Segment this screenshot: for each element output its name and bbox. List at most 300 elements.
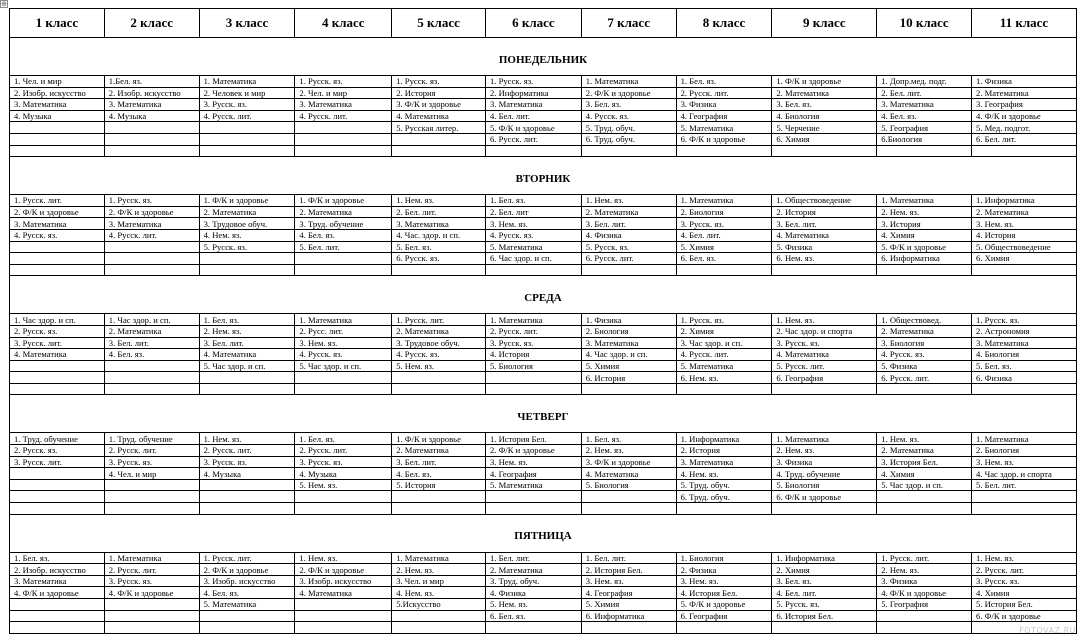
lesson-cell (10, 383, 105, 395)
lesson-cell (485, 145, 581, 157)
lesson-cell (10, 599, 105, 611)
lesson-cell (772, 622, 877, 634)
lesson-cell: 4. Химия (877, 468, 972, 480)
lesson-cell: 4. Математика (392, 110, 486, 122)
lesson-cell (295, 264, 392, 276)
lesson-cell (199, 133, 295, 145)
lesson-cell: 1. Бел. яз. (676, 76, 772, 88)
day-heading-cell (10, 38, 1077, 76)
lesson-cell: 6. Русск. яз. (392, 253, 486, 265)
lesson-cell: 4. Музыка (104, 110, 199, 122)
lesson-cell: 3. Бел. лит. (199, 337, 295, 349)
lesson-cell: 2. Русск. лит. (104, 564, 199, 576)
lesson-cell (104, 264, 199, 276)
lesson-cell: 1. Бел. яз. (10, 552, 105, 564)
lesson-cell: 1. Русск. яз. (392, 76, 486, 88)
lesson-cell (877, 383, 972, 395)
lesson-cell: 3. История Бел. (877, 456, 972, 468)
lesson-row (10, 264, 1077, 276)
lesson-cell: 5. Ф/К и здоровье (485, 122, 581, 134)
lesson-cell: 2. Русск. лит. (295, 445, 392, 457)
lesson-cell: 5. Математика (676, 122, 772, 134)
lesson-cell: 1. Труд. обучение (10, 433, 105, 445)
lesson-cell: 1. Нем. яз. (199, 433, 295, 445)
lesson-cell: 4. Ф/К и здоровье (104, 587, 199, 599)
lesson-row (10, 503, 1077, 515)
lesson-cell: 1. Математика (392, 552, 486, 564)
lesson-cell: 2. Математика (877, 445, 972, 457)
lesson-cell: 2. Математика (972, 206, 1077, 218)
lesson-cell (485, 503, 581, 515)
lesson-cell: 1. Математика (581, 76, 676, 88)
lesson-cell (392, 383, 486, 395)
lesson-cell: 1. Информатика (676, 433, 772, 445)
lesson-cell: 4. Нем. яз. (199, 229, 295, 241)
lesson-cell: 3. Нем. яз. (485, 456, 581, 468)
lesson-cell: 4. История (972, 229, 1077, 241)
lesson-cell: 1. Математика (676, 195, 772, 207)
lesson-cell: 6. Час здор. и сп. (485, 253, 581, 265)
lesson-cell: 2. История (772, 206, 877, 218)
lesson-cell: 3. Математика (104, 218, 199, 230)
lesson-cell (10, 491, 105, 503)
lesson-cell: 4. Химия (877, 229, 972, 241)
lesson-cell (772, 383, 877, 395)
lesson-cell: 3. Труд. обуч. (485, 575, 581, 587)
lesson-cell: 3. Трудовое обуч. (199, 218, 295, 230)
lesson-cell: 4. Бел. яз. (104, 349, 199, 361)
lesson-cell (199, 610, 295, 622)
lesson-cell: 1. Математика (295, 314, 392, 326)
day-heading-cell (10, 276, 1077, 314)
lesson-cell: 1. Нем. яз. (581, 195, 676, 207)
lesson-cell: 3. Нем. яз. (972, 218, 1077, 230)
lesson-cell: 3. Математика (485, 99, 581, 111)
lesson-cell (10, 468, 105, 480)
lesson-cell: 4. Музыка (199, 468, 295, 480)
lesson-cell (392, 372, 486, 384)
day-heading: СРЕДА (524, 291, 562, 304)
lesson-cell: 2. Бел. лит. (877, 87, 972, 99)
lesson-row (10, 133, 1077, 145)
lesson-cell (104, 622, 199, 634)
lesson-cell: 2. Человек и мир (199, 87, 295, 99)
lesson-cell: 5. Биология (581, 479, 676, 491)
lesson-cell (10, 253, 105, 265)
lesson-cell: 3. Труд. обучение (295, 218, 392, 230)
lesson-cell: 5. Нем. яз. (485, 599, 581, 611)
lesson-cell: 3. Математика (972, 337, 1077, 349)
lesson-cell (972, 491, 1077, 503)
lesson-cell (199, 372, 295, 384)
lesson-cell: 1. Русск. яз. (104, 195, 199, 207)
lesson-cell (392, 622, 486, 634)
lesson-cell: 5. Русск. яз. (199, 241, 295, 253)
lesson-cell: 3. Изобр. искусство (295, 575, 392, 587)
lesson-cell: 2. Математика (581, 206, 676, 218)
lesson-row (10, 552, 1077, 564)
lesson-cell: 5. Химия (581, 360, 676, 372)
lesson-cell (676, 622, 772, 634)
lesson-cell: 3. Бел. лит. (772, 218, 877, 230)
lesson-cell: 1. Математика (972, 433, 1077, 445)
lesson-cell: 5. Час здор. и сп. (199, 360, 295, 372)
lesson-cell: 3. Трудовое обуч. (392, 337, 486, 349)
lesson-cell: 6. Ф/К и здоровье (972, 610, 1077, 622)
lesson-cell: 5. Бел. лит. (295, 241, 392, 253)
lesson-cell: 4. География (676, 110, 772, 122)
lesson-cell: 6. География (676, 610, 772, 622)
lesson-cell: 3. Математика (581, 337, 676, 349)
lesson-row (10, 337, 1077, 349)
lesson-row (10, 87, 1077, 99)
lesson-cell (10, 372, 105, 384)
lesson-cell: 6. Информатика (877, 253, 972, 265)
lesson-cell: 5. Математика (485, 241, 581, 253)
lesson-cell (295, 610, 392, 622)
lesson-cell: 2. Час здор. и спорта (772, 325, 877, 337)
lesson-cell: 5. Биология (485, 360, 581, 372)
lesson-cell (485, 491, 581, 503)
lesson-cell (877, 145, 972, 157)
lesson-cell: 1. Обществоведение (772, 195, 877, 207)
lesson-cell: 3. Биология (877, 337, 972, 349)
lesson-cell: 6. Бел. яз. (485, 610, 581, 622)
lesson-cell (676, 264, 772, 276)
lesson-cell: 6.Биология (877, 133, 972, 145)
lesson-cell: 1. Бел. яз. (199, 314, 295, 326)
lesson-row (10, 610, 1077, 622)
class-header: 11 класс (972, 9, 1077, 38)
lesson-cell: 4. Русск. яз. (392, 349, 486, 361)
lesson-cell: 6. Химия (772, 133, 877, 145)
lesson-cell: 3. Русск. лит. (10, 456, 105, 468)
lesson-cell: 2. Изобр. искусство (10, 564, 105, 576)
lesson-cell: 4. Русск. лит. (295, 110, 392, 122)
lesson-cell (104, 503, 199, 515)
lesson-cell (877, 610, 972, 622)
lesson-cell: 2. Ф/К и здоровье (104, 206, 199, 218)
lesson-cell: 3. Русск. яз. (295, 456, 392, 468)
lesson-cell: 2. Биология (581, 325, 676, 337)
lesson-cell: 2. Нем. яз. (877, 206, 972, 218)
lesson-cell (104, 479, 199, 491)
lesson-row (10, 564, 1077, 576)
lesson-cell: 2. Нем. яз. (392, 564, 486, 576)
lesson-cell (104, 145, 199, 157)
lesson-cell: 3. Физика (676, 99, 772, 111)
lesson-cell: 2. Математика (877, 325, 972, 337)
lesson-cell (877, 622, 972, 634)
lesson-row (10, 122, 1077, 134)
lesson-cell: 4. Русск. яз. (877, 349, 972, 361)
lesson-row (10, 575, 1077, 587)
lesson-cell (10, 241, 105, 253)
lesson-cell: 5. Труд. обуч. (581, 122, 676, 134)
lesson-cell: 5. География (877, 599, 972, 611)
lesson-cell: 6. Русск. лит. (877, 372, 972, 384)
lesson-row (10, 360, 1077, 372)
lesson-cell: 1. Русск. яз. (295, 76, 392, 88)
lesson-cell: 1. Русск. лит. (10, 195, 105, 207)
class-header: 4 класс (295, 9, 392, 38)
lesson-cell: 5. Нем. яз. (295, 479, 392, 491)
lesson-cell: 3. Русск. яз. (485, 337, 581, 349)
lesson-row (10, 99, 1077, 111)
lesson-cell: 3. Чел. и мир (392, 575, 486, 587)
lesson-cell: 3. География (972, 99, 1077, 111)
lesson-cell: 6. Нем. яз. (676, 372, 772, 384)
lesson-cell: 6. Труд. обуч. (676, 491, 772, 503)
lesson-cell: 3. Ф/К и здоровье (581, 456, 676, 468)
lesson-cell: 2. Ф/К и здоровье (295, 564, 392, 576)
lesson-cell (392, 610, 486, 622)
lesson-row (10, 325, 1077, 337)
lesson-cell: 3. Русск. яз. (104, 456, 199, 468)
lesson-cell: 1. Час здор. и сп. (104, 314, 199, 326)
lesson-cell (10, 360, 105, 372)
lesson-cell (295, 383, 392, 395)
lesson-cell: 3. Физика (772, 456, 877, 468)
day-heading-row (10, 276, 1077, 314)
lesson-cell: 5. Ф/К и здоровье (676, 599, 772, 611)
lesson-cell: 2. Нем. яз. (581, 445, 676, 457)
lesson-cell: 1. Физика (972, 76, 1077, 88)
lesson-cell: 1. Биология (676, 552, 772, 564)
day-heading-cell (10, 157, 1077, 195)
lesson-cell (485, 264, 581, 276)
lesson-cell: 4. Бел. лит. (485, 110, 581, 122)
lesson-cell (295, 122, 392, 134)
lesson-cell: 3. Математика (295, 99, 392, 111)
lesson-cell (581, 491, 676, 503)
table-anchor-icon[interactable]: ⊕ (1, 0, 7, 8)
lesson-cell (581, 503, 676, 515)
lesson-cell (10, 503, 105, 515)
lesson-cell (392, 264, 486, 276)
lesson-row (10, 218, 1077, 230)
lesson-cell: 6. Информатика (581, 610, 676, 622)
day-heading-cell (10, 395, 1077, 433)
lesson-cell: 4. Математика (199, 349, 295, 361)
day-heading: ПОНЕДЕЛЬНИК (498, 53, 588, 66)
lesson-cell: 3. Нем. яз. (972, 456, 1077, 468)
lesson-cell: 1. Нем. яз. (295, 552, 392, 564)
lesson-cell: 1. Русск. лит. (877, 552, 972, 564)
lesson-cell (392, 503, 486, 515)
lesson-cell (104, 599, 199, 611)
lesson-cell: 5. Русская литер. (392, 122, 486, 134)
lesson-cell (10, 133, 105, 145)
lesson-cell: 4. Бел. яз. (199, 587, 295, 599)
lesson-cell: 2. Математика (295, 206, 392, 218)
lesson-cell: 5. Химия (676, 241, 772, 253)
schedule-body (10, 38, 1077, 634)
lesson-cell (199, 253, 295, 265)
lesson-cell: 4. Русск. яз. (581, 110, 676, 122)
lesson-cell: 1. Физика (581, 314, 676, 326)
lesson-cell: 1. Математика (877, 195, 972, 207)
lesson-cell (104, 253, 199, 265)
lesson-cell: 5. Биология (772, 479, 877, 491)
lesson-cell: 3. Математика (676, 456, 772, 468)
lesson-cell (104, 372, 199, 384)
lesson-cell: 4. Бел. лит. (772, 587, 877, 599)
lesson-cell (199, 264, 295, 276)
lesson-cell: 3. Русск. лит. (10, 337, 105, 349)
lesson-cell (199, 479, 295, 491)
lesson-cell (676, 503, 772, 515)
lesson-cell: 2. Математика (392, 445, 486, 457)
lesson-row (10, 206, 1077, 218)
lesson-cell: 2. Нем. яз. (877, 564, 972, 576)
lesson-cell: 3. Нем. яз. (295, 337, 392, 349)
lesson-cell: 4. История (485, 349, 581, 361)
lesson-cell (295, 145, 392, 157)
lesson-cell (199, 491, 295, 503)
lesson-cell: 5. Химия (581, 599, 676, 611)
lesson-cell (199, 383, 295, 395)
lesson-cell (10, 479, 105, 491)
lesson-cell: 3. Математика (104, 99, 199, 111)
lesson-cell (199, 622, 295, 634)
lesson-cell (104, 133, 199, 145)
lesson-cell: 3. Русск. яз. (676, 218, 772, 230)
lesson-cell: 2. Бел. лит (485, 206, 581, 218)
lesson-cell (581, 264, 676, 276)
lesson-cell: 4. Биология (772, 110, 877, 122)
lesson-cell: 3. Бел. лит. (104, 337, 199, 349)
lesson-cell: 6. Ф/К и здоровье (772, 491, 877, 503)
lesson-cell: 1. Информатика (772, 552, 877, 564)
lesson-cell (392, 133, 486, 145)
lesson-cell (676, 145, 772, 157)
lesson-cell: 1. Русск. лит. (392, 314, 486, 326)
lesson-cell (581, 383, 676, 395)
lesson-cell: 1. Чел. и мир (10, 76, 105, 88)
lesson-cell: 4. Час здор. и сп. (581, 349, 676, 361)
lesson-cell: 1. Бел. яз. (295, 433, 392, 445)
lesson-cell: 3. Русск. яз. (199, 456, 295, 468)
lesson-cell (877, 491, 972, 503)
lesson-cell: 2. Чел. и мир (295, 87, 392, 99)
lesson-cell (295, 253, 392, 265)
lesson-cell: 2. Изобр. искусство (10, 87, 105, 99)
lesson-cell: 1. Час здор. и сп. (10, 314, 105, 326)
lesson-cell: 5. Бел. лит. (972, 479, 1077, 491)
lesson-cell: 1. Нем. яз. (392, 195, 486, 207)
lesson-cell: 5. Нем. яз. (392, 360, 486, 372)
lesson-cell (485, 372, 581, 384)
lesson-cell: 6. Труд. обуч. (581, 133, 676, 145)
lesson-cell: 2. Биология (972, 445, 1077, 457)
lesson-cell: 1. Русск. яз. (676, 314, 772, 326)
lesson-cell (10, 610, 105, 622)
lesson-cell: 2. Ф/К и здоровье (581, 87, 676, 99)
lesson-cell: 6. Русск. лит. (485, 133, 581, 145)
lesson-cell: 6. Бел. лит. (972, 133, 1077, 145)
lesson-cell (10, 264, 105, 276)
lesson-cell (972, 264, 1077, 276)
lesson-cell: 4. История Бел. (676, 587, 772, 599)
lesson-cell: 1. История Бел. (485, 433, 581, 445)
lesson-cell: 3. Бел. яз. (581, 99, 676, 111)
class-header: 1 класс (10, 9, 105, 38)
lesson-cell (392, 145, 486, 157)
lesson-cell: 5. Час здор. и сп. (295, 360, 392, 372)
lesson-cell: 4. Математика (295, 587, 392, 599)
lesson-cell: 2. Русск. лит. (199, 445, 295, 457)
lesson-cell: 4. Биология (972, 349, 1077, 361)
lesson-cell: 4. Труд. обучение (772, 468, 877, 480)
lesson-cell: 3. История (877, 218, 972, 230)
lesson-cell: 5. Математика (199, 599, 295, 611)
lesson-cell: 4. Час здор. и спорта (972, 468, 1077, 480)
class-header-row (10, 9, 1077, 38)
lesson-cell: 1.Бел. яз. (104, 76, 199, 88)
lesson-cell: 1. Бел. лит. (485, 552, 581, 564)
lesson-cell: 4. Час. здор. и сп. (392, 229, 486, 241)
lesson-cell: 4. Математика (581, 468, 676, 480)
lesson-cell: 4. Математика (772, 229, 877, 241)
lesson-cell: 3. Физика (877, 575, 972, 587)
lesson-cell: 3. Математика (10, 218, 105, 230)
lesson-row (10, 468, 1077, 480)
lesson-cell: 2. Информатика (485, 87, 581, 99)
lesson-cell (485, 622, 581, 634)
lesson-cell: 4. Математика (10, 349, 105, 361)
day-heading-row (10, 157, 1077, 195)
lesson-cell (295, 491, 392, 503)
lesson-row (10, 433, 1077, 445)
lesson-cell: 1. Бел. яз. (485, 195, 581, 207)
lesson-cell: 4. Чел. и мир (104, 468, 199, 480)
lesson-cell (104, 241, 199, 253)
lesson-cell: 1. Допр.мед. подг. (877, 76, 972, 88)
lesson-cell (104, 610, 199, 622)
lesson-row (10, 491, 1077, 503)
lesson-row (10, 195, 1077, 207)
lesson-cell: 2. Ф/К и здоровье (199, 564, 295, 576)
lesson-cell (10, 622, 105, 634)
lesson-row (10, 253, 1077, 265)
lesson-cell: 3. Русск. яз. (972, 575, 1077, 587)
lesson-cell: 5. История Бел. (972, 599, 1077, 611)
lesson-cell: 1. Математика (772, 433, 877, 445)
day-heading: ВТОРНИК (515, 172, 571, 185)
lesson-cell: 2. Химия (772, 564, 877, 576)
lesson-cell: 6. Нем. яз. (772, 253, 877, 265)
lesson-cell: 4. Русск. яз. (295, 349, 392, 361)
class-header: 2 класс (104, 9, 199, 38)
lesson-cell (295, 372, 392, 384)
class-header: 6 класс (485, 9, 581, 38)
lesson-cell (392, 491, 486, 503)
lesson-cell: 2. Математика (392, 325, 486, 337)
lesson-cell: 1. Ф/К и здоровье (295, 195, 392, 207)
lesson-cell: 6. Бел. яз. (676, 253, 772, 265)
lesson-cell: 3. Ф/К и здоровье (392, 99, 486, 111)
lesson-cell: 3. Нем. яз. (676, 575, 772, 587)
lesson-cell: 2. Бел. лит. (392, 206, 486, 218)
lesson-cell: 1. Труд. обучение (104, 433, 199, 445)
lesson-cell: 1. Математика (485, 314, 581, 326)
lesson-cell (199, 145, 295, 157)
lesson-cell: 2. Изобр. искусство (104, 87, 199, 99)
lesson-cell: 4. География (485, 468, 581, 480)
lesson-cell: 5. Час здор. и сп. (877, 479, 972, 491)
lesson-cell: 5. Физика (772, 241, 877, 253)
